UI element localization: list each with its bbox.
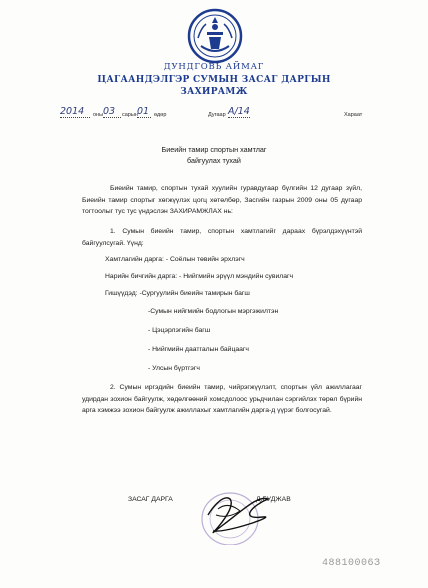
item-1: 1. Сумын биеийн тамир, спортын хамтлагийг дараах бүрэлдэхүүнтэй байгуулсугай. Үүнд: (82, 228, 362, 247)
sub-member-line: - Улсын бүртгэгч (148, 365, 200, 372)
sub-member-line: - Цэцэрлэгийн багш (148, 327, 211, 334)
date-day: 01 (137, 106, 150, 117)
document-type: ЗАХИРАМЖ (180, 87, 248, 97)
aimag-name: ДУНДГОВЬ АЙМАГ (163, 62, 265, 72)
organization-name: ЦАГААНДЭЛГЭР СУМЫН ЗАСАГ ДАРГЫН (97, 75, 331, 85)
doc-title-line2: байгуулах тухай (187, 156, 241, 165)
preamble-paragraph: Биеийн тамир, спортын тухай хуулийн гуравдугаар бүлгийн 12 дугаар зүйл, Биеийн тамир спортыг хөгжүүлэх цогц хөтөлбөр, Засгийн газрын 2009 оны 05 дугаар тогтоолыг тус тус үндэслэн ЗАХИРАМЖЛАХ нь: (82, 185, 362, 215)
date-year: 2014 (60, 106, 90, 118)
date-day-suffix: өдөр (154, 112, 167, 118)
member-line: Хамтлагийн дарга: - Соёлын төвийн эрхлэгч (105, 256, 245, 263)
date-month-suffix: сарын (122, 112, 138, 118)
member-line: Нарийн бичгийн дарга: - Нийгмийн эрүүл мэндийн сувилагч (105, 273, 294, 280)
signatory-title: ЗАСАГ ДАРГА (128, 496, 173, 503)
sub-member-line: -Сумын нийгмийн бодлогын мэргэжилтэн (148, 308, 279, 315)
item-2: 2. Сумын иргэдийн биеийн тамир, чийрэгжүүлэлт, спортын үйл ажиллагааг удирдан зохион байгуулж, хөдөлгөөний хомсдолоос урьдчилан сэргийлэх төрөл бүрийн арга хэмжээ зохион байгуулж ажиллахыг хамтлагийн дарга-д үүрэг болгосугай. (82, 384, 362, 414)
signatory-name: Д.БУДЖАВ (256, 496, 291, 503)
registration-number: 48810006З (322, 558, 381, 569)
state-emblem-icon (187, 8, 243, 64)
sub-member-line: - Нийгмийн даатгалын байцаагч (148, 346, 249, 353)
date-year-suffix: оны (93, 112, 104, 118)
place-name: Хараат (344, 112, 363, 118)
doc-title-line1: Биеийн тамир спортын хамтлаг (161, 145, 267, 154)
date-month: 03 (103, 106, 121, 118)
date-line (0, 106, 428, 124)
doc-number-label: Дугаар (208, 112, 226, 118)
doc-number: А/14 (228, 106, 250, 117)
member-line: Гишүүдэд: -Сургуулийн биеийн тамирын багш (105, 290, 250, 297)
